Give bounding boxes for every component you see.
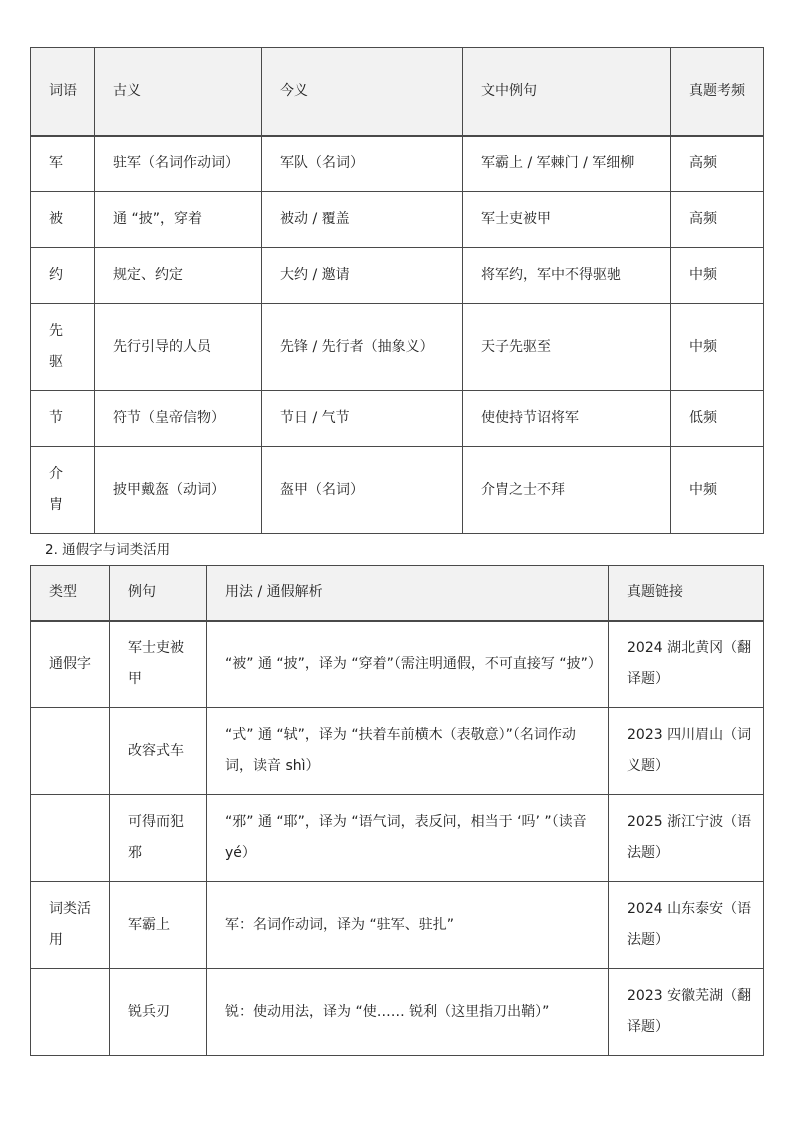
table-row bbox=[31, 136, 764, 192]
cell-exam-frequency: 高频 bbox=[671, 136, 764, 192]
cell-example: 可得而犯邪 bbox=[110, 795, 207, 882]
cell-example-sentence: 天子先驱至 bbox=[463, 304, 671, 391]
header-modern-meaning: 今义 bbox=[262, 48, 463, 136]
table-row bbox=[31, 192, 764, 248]
cell-modern-meaning: 节日 / 气节 bbox=[262, 391, 463, 447]
table-row bbox=[31, 447, 764, 534]
table-header-row bbox=[31, 566, 764, 621]
cell-word: 约 bbox=[31, 248, 95, 304]
cell-modern-meaning: 盔甲（名词） bbox=[262, 447, 463, 534]
cell-exam-link: 2025 浙江宁波（语法题） bbox=[609, 795, 764, 882]
cell-modern-meaning: 先锋 / 先行者（抽象义） bbox=[262, 304, 463, 391]
cell-exam-frequency: 低频 bbox=[671, 391, 764, 447]
tongjia-and-word-class-table bbox=[30, 565, 764, 1056]
cell-example-sentence: 军士吏被甲 bbox=[463, 192, 671, 248]
cell-word: 先驱 bbox=[31, 304, 95, 391]
cell-type: 词类活用 bbox=[31, 882, 110, 969]
cell-exam-link: 2024 湖北黄冈（翻译题） bbox=[609, 621, 764, 708]
header-example: 例句 bbox=[110, 566, 207, 621]
cell-word: 介胄 bbox=[31, 447, 95, 534]
cell-exam-link: 2023 安徽芜湖（翻译题） bbox=[609, 969, 764, 1056]
archaic-words-table bbox=[30, 47, 764, 534]
cell-word: 节 bbox=[31, 391, 95, 447]
cell-exam-link: 2023 四川眉山（词义题） bbox=[609, 708, 764, 795]
cell-type bbox=[31, 969, 110, 1056]
cell-type: 通假字 bbox=[31, 621, 110, 708]
cell-example-sentence: 介胄之士不拜 bbox=[463, 447, 671, 534]
cell-usage-analysis: 锐：使动用法，译为 “使…… 锐利（这里指刀出鞘）” bbox=[207, 969, 609, 1056]
header-example-sentence: 文中例句 bbox=[463, 48, 671, 136]
cell-word: 军 bbox=[31, 136, 95, 192]
cell-type bbox=[31, 795, 110, 882]
cell-exam-frequency: 中频 bbox=[671, 447, 764, 534]
cell-exam-frequency: 中频 bbox=[671, 304, 764, 391]
header-ancient-meaning: 古义 bbox=[95, 48, 262, 136]
cell-ancient-meaning: 先行引导的人员 bbox=[95, 304, 262, 391]
table-row bbox=[31, 795, 764, 882]
cell-exam-frequency: 高频 bbox=[671, 192, 764, 248]
cell-ancient-meaning: 披甲戴盔（动词） bbox=[95, 447, 262, 534]
cell-usage-analysis: “式” 通 “轼”，译为 “扶着车前横木（表敬意）”（名词作动词，读音 shì） bbox=[207, 708, 609, 795]
table-row bbox=[31, 708, 764, 795]
cell-example-sentence: 使使持节诏将军 bbox=[463, 391, 671, 447]
table-row bbox=[31, 248, 764, 304]
table-row bbox=[31, 304, 764, 391]
cell-modern-meaning: 大约 / 邀请 bbox=[262, 248, 463, 304]
cell-example: 改容式车 bbox=[110, 708, 207, 795]
cell-example-sentence: 军霸上 / 军棘门 / 军细柳 bbox=[463, 136, 671, 192]
header-exam-link: 真题链接 bbox=[609, 566, 764, 621]
cell-exam-link: 2024 山东泰安（语法题） bbox=[609, 882, 764, 969]
cell-ancient-meaning: 通 “披”，穿着 bbox=[95, 192, 262, 248]
table-row bbox=[31, 621, 764, 708]
cell-exam-frequency: 中频 bbox=[671, 248, 764, 304]
cell-example: 军霸上 bbox=[110, 882, 207, 969]
cell-word: 被 bbox=[31, 192, 95, 248]
header-word: 词语 bbox=[31, 48, 95, 136]
header-usage-analysis: 用法 / 通假解析 bbox=[207, 566, 609, 621]
cell-example-sentence: 将军约，军中不得驱驰 bbox=[463, 248, 671, 304]
cell-example: 军士吏被甲 bbox=[110, 621, 207, 708]
header-type: 类型 bbox=[31, 566, 110, 621]
cell-type bbox=[31, 708, 110, 795]
cell-usage-analysis: “被” 通 “披”，译为 “穿着”（需注明通假，不可直接写 “披”） bbox=[207, 621, 609, 708]
header-exam-frequency: 真题考频 bbox=[671, 48, 764, 136]
cell-usage-analysis: “邪” 通 “耶”，译为 “语气词，表反问，相当于 ‘吗’ ”（读音 yé） bbox=[207, 795, 609, 882]
cell-ancient-meaning: 符节（皇帝信物） bbox=[95, 391, 262, 447]
cell-usage-analysis: 军：名词作动词，译为 “驻军、驻扎” bbox=[207, 882, 609, 969]
table-row bbox=[31, 391, 764, 447]
table-row bbox=[31, 969, 764, 1056]
cell-example: 锐兵刃 bbox=[110, 969, 207, 1056]
section-title: 2. 通假字与词类活用 bbox=[45, 542, 171, 558]
cell-ancient-meaning: 规定、约定 bbox=[95, 248, 262, 304]
table-row bbox=[31, 882, 764, 969]
table-header-row bbox=[31, 48, 764, 136]
cell-modern-meaning: 军队（名词） bbox=[262, 136, 463, 192]
cell-modern-meaning: 被动 / 覆盖 bbox=[262, 192, 463, 248]
cell-ancient-meaning: 驻军（名词作动词） bbox=[95, 136, 262, 192]
